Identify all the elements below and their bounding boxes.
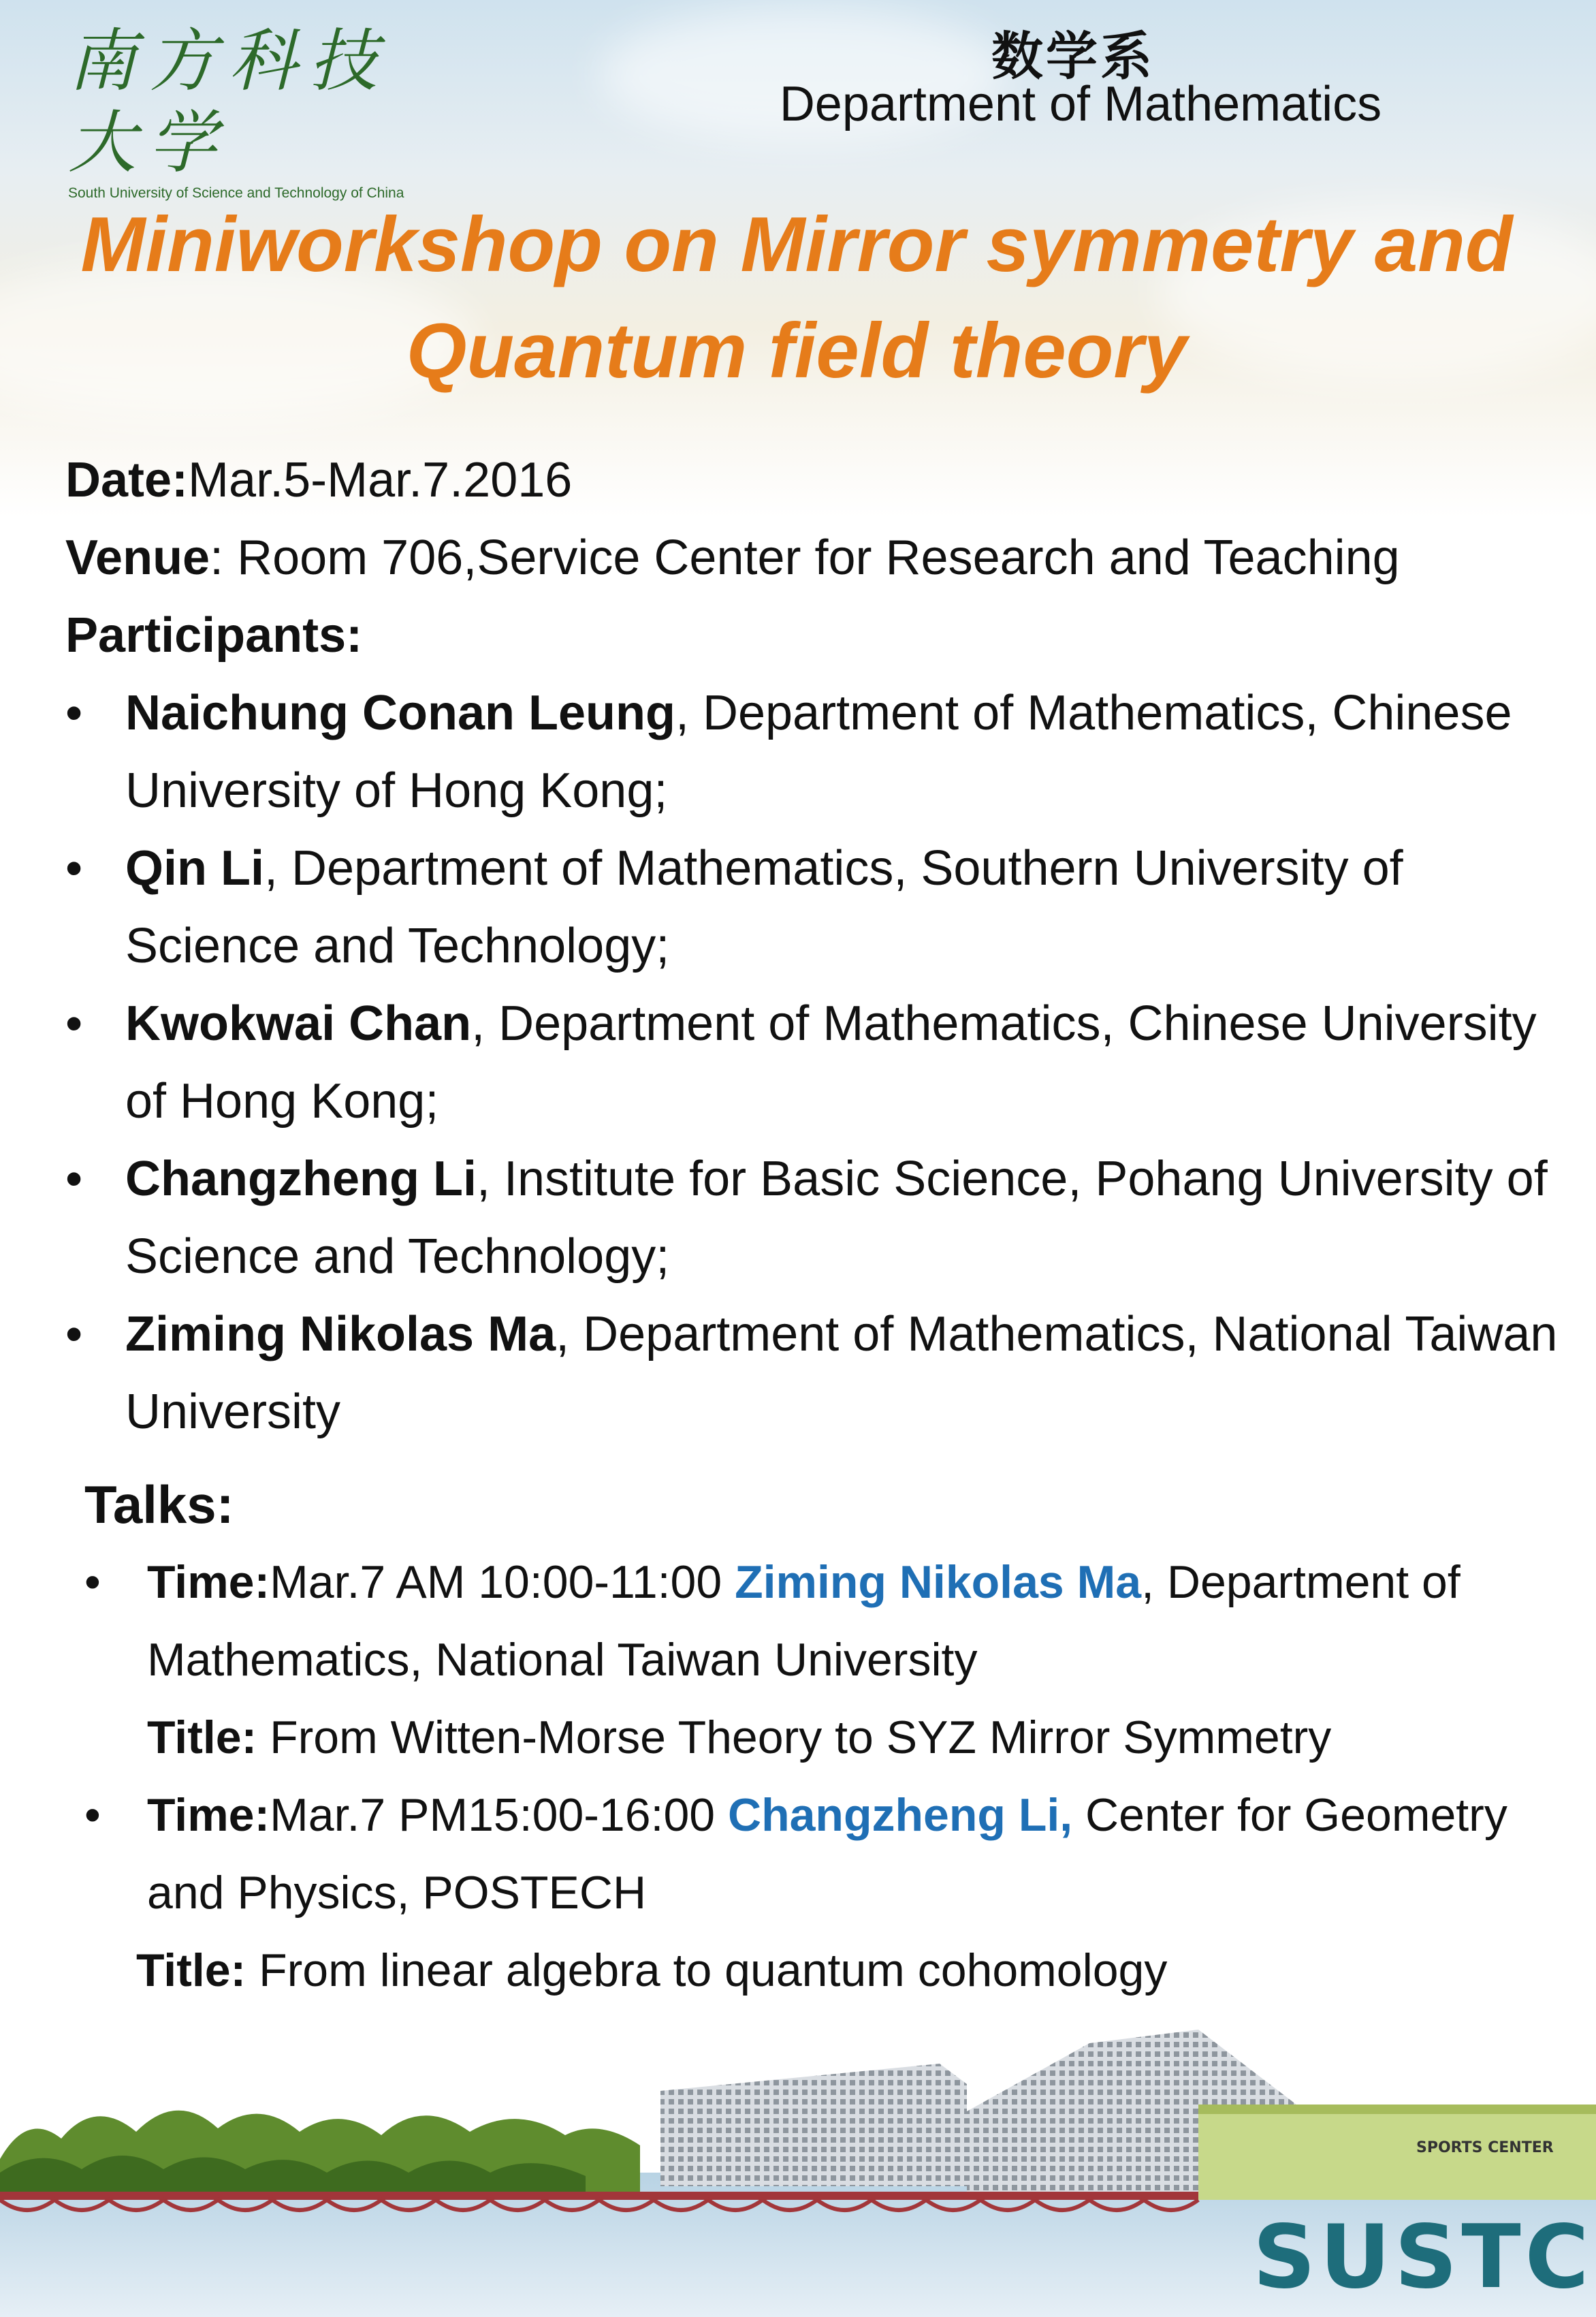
list-item: [65, 1295, 1577, 1451]
building-left: [660, 2064, 967, 2186]
time-label: Time:: [147, 1789, 270, 1841]
date-value: Mar.5-Mar.7.2016: [188, 453, 573, 507]
list-item: [65, 830, 1577, 985]
participant-affiliation: , Department of Mathematics, National Taiwan University: [125, 1307, 1558, 1439]
participant-name: Kwokwai Chan: [125, 996, 472, 1051]
venue-line: [65, 519, 1577, 597]
participants-heading: Participants:: [65, 608, 363, 663]
event-info: [65, 441, 1577, 1451]
date-line: [65, 441, 1577, 519]
talk-title-line: [84, 1932, 1569, 2009]
talk-speaker: Ziming Nikolas Ma: [735, 1556, 1142, 1608]
list-item: [65, 1140, 1577, 1295]
participant-name: Naichung Conan Leung: [125, 686, 675, 740]
talk-affiliation: Center for Geometry and Physics, POSTECH: [147, 1789, 1507, 1919]
talk-title-line: [147, 1699, 1569, 1776]
list-item: [65, 674, 1577, 830]
participant-name: Qin Li: [125, 841, 264, 896]
talk-time: Mar.7 AM 10:00-11:00: [270, 1556, 735, 1608]
sports-center-sign: SPORTS CENTER: [1416, 2139, 1554, 2156]
event-title: [41, 192, 1552, 405]
talk-speaker: Changzheng Li,: [727, 1789, 1073, 1841]
participant-affiliation: , Department of Mathematics, Chinese University of Hong Kong;: [125, 996, 1537, 1129]
sustc-brand-logo: SUSTC: [1253, 2207, 1593, 2308]
talk-time: Mar.7 PM15:00-16:00: [270, 1789, 728, 1841]
participant-affiliation: , Department of Mathematics, Chinese University of Hong Kong;: [125, 686, 1512, 818]
time-label: Time:: [147, 1556, 270, 1608]
list-item: [84, 1543, 1569, 1776]
title-label: Title:: [136, 1944, 246, 1996]
list-item: [65, 985, 1577, 1140]
participant-affiliation: , Institute for Basic Science, Pohang University of Science and Technology;: [125, 1152, 1548, 1284]
participant-affiliation: , Department of Mathematics, Southern University of Science and Technology;: [125, 841, 1403, 973]
logo-english-name: South University of Science and Technology of China: [68, 185, 404, 201]
department-english-name: Department of Mathematics: [779, 77, 1382, 131]
talks-section: [84, 1466, 1569, 2009]
talk-title: From linear algebra to quantum cohomology: [246, 1944, 1168, 1996]
venue-label: Venue: [65, 531, 210, 585]
participant-list: [65, 674, 1577, 1451]
logo-chinese-name: 南方科技大学: [68, 21, 389, 183]
title-label: Title:: [147, 1712, 257, 1763]
list-item: [84, 1776, 1569, 1932]
participant-name: Ziming Nikolas Ma: [125, 1307, 556, 1361]
participant-name: Changzheng Li: [125, 1152, 477, 1206]
talk-list: [84, 1543, 1569, 1932]
event-title-line2: Quantum field theory: [406, 308, 1187, 394]
talks-heading: Talks:: [84, 1475, 234, 1534]
date-label: Date:: [65, 453, 189, 507]
venue-value: : Room 706,Service Center for Research and Teaching: [210, 531, 1400, 585]
university-logo: [68, 20, 449, 202]
talk-title: From Witten-Morse Theory to SYZ Mirror Symmetry: [257, 1712, 1332, 1763]
talk-affiliation: , Department of Mathematics, National Taiwan University: [147, 1556, 1461, 1686]
department-chinese-name: 数学系: [991, 26, 1155, 86]
event-title-line1: Miniworkshop on Mirror symmetry and: [80, 202, 1513, 288]
